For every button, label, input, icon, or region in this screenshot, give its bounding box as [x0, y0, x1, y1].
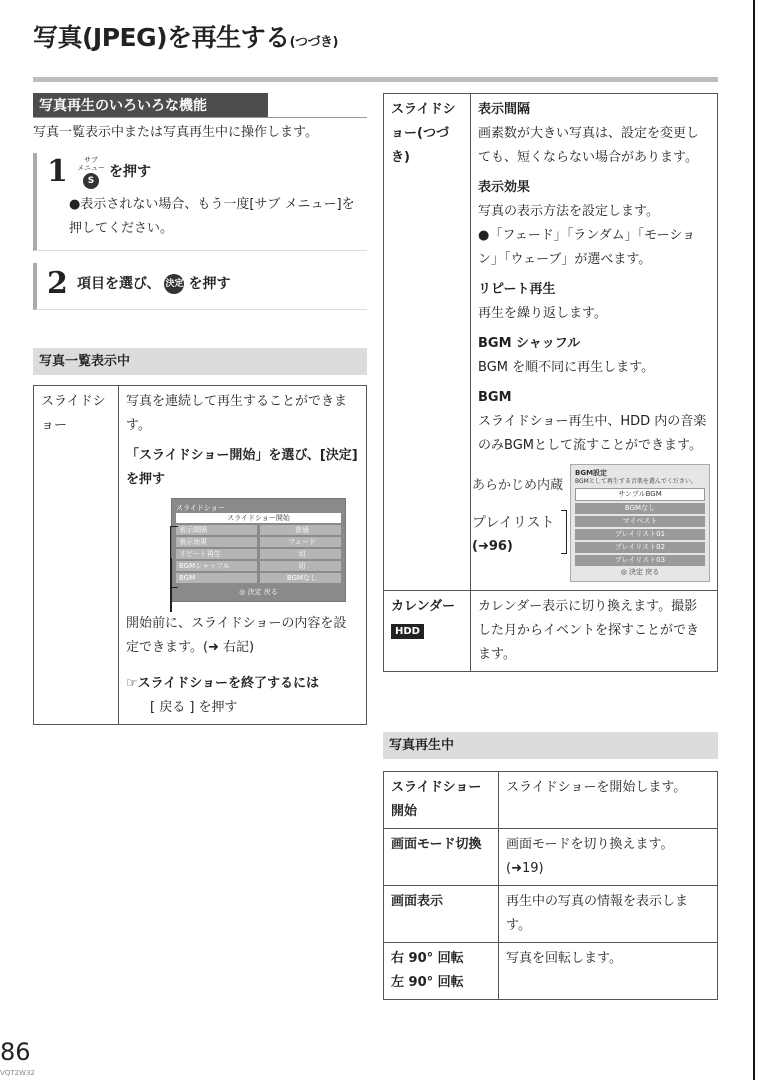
setting-row	[176, 525, 341, 535]
step-text: を押す	[109, 164, 151, 180]
bgm-subtitle: BGMとして再生する音楽を選んでください。	[575, 478, 697, 485]
back-label: 戻る	[645, 568, 660, 576]
item-title: 表示効果	[478, 180, 531, 195]
setting-name: 表示間隔	[176, 525, 257, 535]
page-title	[33, 18, 338, 54]
setting-row	[176, 537, 341, 547]
row-desc	[471, 94, 718, 591]
row-desc	[119, 386, 367, 725]
bgm-option: プレイリスト01	[575, 529, 705, 540]
slideshow-screen-wrap	[126, 498, 359, 612]
slideshow-settings-table	[383, 93, 718, 672]
step-number: 1	[47, 154, 68, 189]
table-row	[384, 829, 718, 886]
title-sub: (つづき)	[289, 35, 338, 50]
title-main: 写真(JPEG)を再生する	[33, 23, 290, 52]
table-row	[384, 772, 718, 829]
bgm-figure	[472, 464, 710, 586]
row-desc: 再生中の写真の情報を表示します。	[499, 886, 718, 943]
button-label: サブ メニュー	[77, 155, 105, 172]
dpad-icon: ◎	[239, 588, 246, 596]
table-row	[384, 886, 718, 943]
callout-text: 開始前に、スライドショーの内容を設定できます。(➜ 右記)	[126, 616, 347, 655]
row-desc: スライドショーを開始します。	[499, 772, 718, 829]
item-title: 表示間隔	[478, 102, 531, 117]
setting-value: 切	[260, 549, 341, 559]
row-label	[34, 386, 119, 725]
list-view-heading: 写真一覧表示中	[33, 348, 367, 375]
end-title: スライドショーを終了するには	[137, 676, 320, 691]
playback-heading: 写真再生中	[383, 732, 718, 759]
setting-row	[176, 561, 341, 571]
playlist-label: プレイリスト	[472, 515, 555, 531]
table-row	[384, 943, 718, 1000]
setting-item	[478, 386, 710, 458]
hint-icon: ☞	[126, 676, 138, 691]
step-text: を押す	[188, 276, 231, 292]
setting-name: BGMシャッフル	[176, 561, 257, 571]
row-label: 画面表示	[384, 886, 499, 943]
enter-button-icon: 決定	[164, 274, 184, 294]
step-1	[33, 153, 367, 251]
setting-item	[478, 176, 710, 272]
bgm-option: サンプルBGM	[575, 488, 705, 501]
item-title: リピート再生	[478, 282, 556, 297]
step-number: 2	[47, 266, 68, 301]
row-desc: 画面モードを切り換えます。(➜19)	[499, 829, 718, 886]
ok-label: 決定	[247, 588, 262, 596]
divider	[33, 117, 367, 118]
list-view-table	[33, 385, 367, 725]
intro: 写真一覧表示中または写真再生中に操作します。	[33, 125, 318, 140]
playlist-ref: (➜96)	[472, 539, 513, 554]
s-button-icon: S	[83, 173, 99, 189]
item-text: 再生を繰り返します。	[478, 306, 607, 321]
item-text: 画素数が大きい写真は、設定を変更しても、短くならない場合があります。	[478, 126, 700, 165]
setting-row	[176, 549, 341, 559]
label: スライドショー	[41, 394, 106, 433]
page-number: 86	[0, 1038, 31, 1066]
setting-name: 表示効果	[176, 537, 257, 547]
bgm-title: BGM設定	[575, 469, 608, 477]
row-label: スライドショー開始	[384, 772, 499, 829]
setting-row	[176, 573, 341, 583]
setting-value: BGMなし	[260, 573, 341, 583]
row-label: スライドショー(つづき)	[384, 94, 471, 591]
item-bullet: ●「フェード」「ランダム」「モーション」「ウェーブ」が選べます。	[478, 228, 696, 267]
setting-value: 普通	[260, 525, 341, 535]
row-label: 右 90° 回転 左 90° 回転	[384, 943, 499, 1000]
right-column	[383, 93, 718, 1000]
instruction: 「スライドショー開始」を選び、[決定]を押す	[126, 448, 358, 487]
callout-line	[170, 558, 172, 612]
bgm-option: BGMなし	[575, 503, 705, 514]
row-label	[384, 591, 471, 672]
slideshow-screen	[171, 498, 346, 602]
divider	[33, 77, 718, 82]
step-text: 項目を選び、	[77, 276, 161, 292]
item-title: BGM	[478, 390, 512, 405]
setting-item	[478, 98, 710, 170]
playback-table	[383, 771, 718, 1000]
label: カレンダー	[391, 599, 456, 614]
submenu-button	[77, 156, 105, 189]
dpad-icon: ◎	[620, 568, 627, 576]
hdd-badge: HDD	[391, 624, 424, 639]
builtin-label: あらかじめ内蔵	[472, 478, 564, 493]
doc-code: VQT2W32	[0, 1069, 35, 1077]
row-label: 画面モード切換	[384, 829, 499, 886]
bgm-option: プレイリスト03	[575, 555, 705, 566]
item-title: BGM シャッフル	[478, 336, 581, 351]
step-note: ●表示されない場合、もう一度[サブ メニュー]を押してください。	[69, 197, 355, 236]
back-label: 戻る	[263, 588, 278, 596]
end-text: [ 戻る ] を押す	[150, 700, 238, 715]
setting-name: BGM	[176, 573, 257, 583]
desc: 写真を連続して再生することができます。	[126, 394, 348, 433]
setting-name: リピート再生	[176, 549, 257, 559]
setting-value: フェード	[260, 537, 341, 547]
screen-title: スライドショー	[176, 504, 225, 512]
left-column	[33, 93, 367, 725]
page-edge	[753, 0, 755, 1080]
row-desc: カレンダー表示に切り換えます。撮影した月からイベントを探すことができます。	[471, 591, 718, 672]
setting-item	[478, 332, 710, 380]
setting-value: 切	[260, 561, 341, 571]
step-2	[33, 263, 367, 310]
bgm-option: マイベスト	[575, 516, 705, 527]
item-text: BGM を順不同に再生します。	[478, 360, 655, 375]
item-text: 写真の表示方法を設定します。	[478, 204, 659, 219]
ok-label: 決定	[629, 568, 644, 576]
setting-item	[478, 278, 710, 326]
section-heading: 写真再生のいろいろな機能	[33, 93, 268, 117]
row-desc: 写真を回転します。	[499, 943, 718, 1000]
bgm-screen	[570, 464, 710, 582]
item-text: スライドショー再生中、HDD 内の音楽のみBGMとして流すことができます。	[478, 414, 707, 453]
start-item: スライドショー開始	[176, 513, 341, 523]
bgm-option: プレイリスト02	[575, 542, 705, 553]
